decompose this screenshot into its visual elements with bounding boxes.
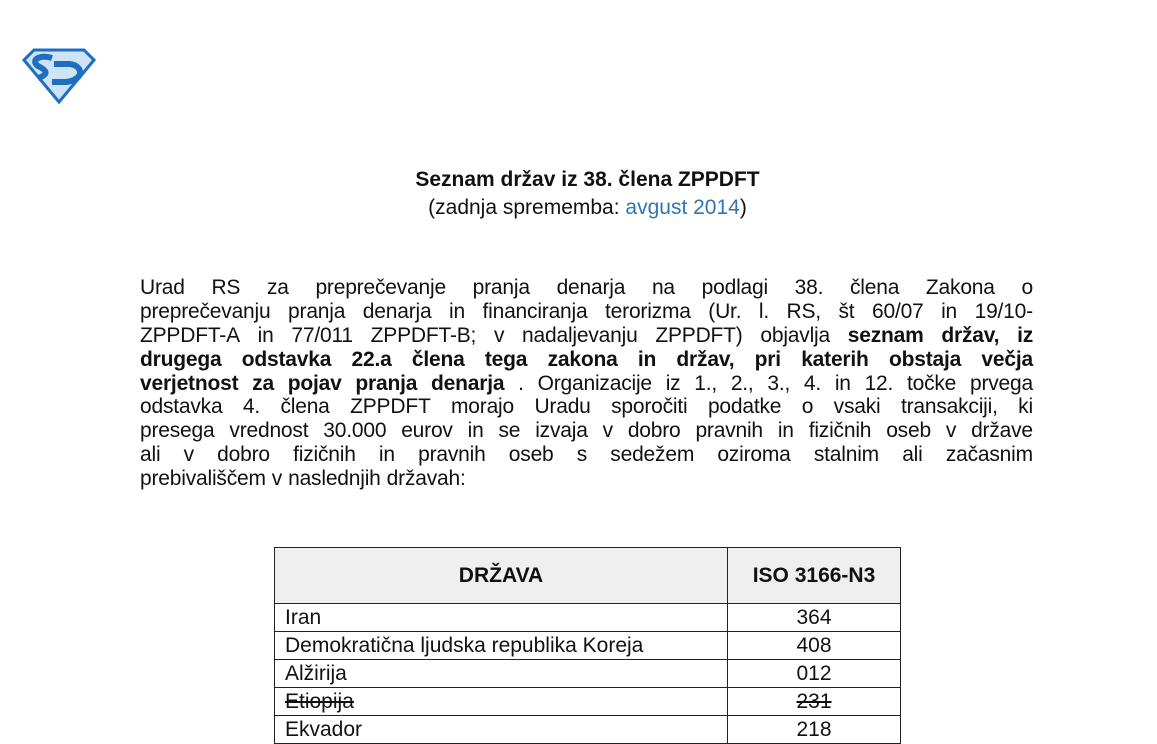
table-row bbox=[275, 688, 901, 716]
word: preprečevanje bbox=[315, 276, 446, 299]
word: člena bbox=[849, 276, 900, 299]
word: izvaja bbox=[535, 419, 588, 443]
word: za bbox=[252, 371, 274, 395]
word: in bbox=[637, 347, 657, 371]
country-cell: Demokratična ljudska republika Koreja bbox=[275, 632, 728, 660]
word: pranja bbox=[288, 299, 346, 323]
table-row bbox=[275, 660, 901, 688]
word: ali bbox=[902, 443, 923, 467]
word: v bbox=[183, 443, 194, 467]
word: oseb bbox=[508, 443, 554, 467]
word: na bbox=[651, 276, 675, 299]
word: drugega bbox=[140, 347, 222, 371]
word: 4. bbox=[242, 395, 261, 419]
word: se bbox=[498, 419, 521, 443]
table-row bbox=[275, 632, 901, 660]
word: in bbox=[448, 299, 465, 323]
word: verjetnost bbox=[140, 371, 239, 395]
iso-code-cell: 364 bbox=[728, 604, 901, 632]
word: v bbox=[271, 467, 283, 491]
word: v bbox=[493, 323, 505, 347]
word: ZPPDFT-B; bbox=[370, 323, 477, 347]
word: pojav bbox=[287, 371, 342, 395]
word: točke bbox=[906, 371, 957, 395]
word: za bbox=[266, 276, 289, 299]
word: 19/10- bbox=[974, 299, 1033, 323]
word: nadaljevanju bbox=[522, 323, 638, 347]
word: (Ur. bbox=[708, 299, 742, 323]
word: 30.000 bbox=[323, 419, 387, 443]
word: 4. bbox=[803, 371, 822, 395]
word: RS, bbox=[786, 299, 821, 323]
word: 1., bbox=[694, 371, 718, 395]
word: odstavka bbox=[241, 347, 332, 371]
country-cell: Iran bbox=[275, 604, 728, 632]
word: ki bbox=[1018, 395, 1033, 419]
word: v bbox=[945, 419, 957, 443]
table-header-row bbox=[275, 548, 901, 604]
word: 2., bbox=[730, 371, 754, 395]
word: denarja bbox=[362, 299, 432, 323]
paragraph-line bbox=[140, 300, 1033, 324]
table-row bbox=[275, 604, 901, 632]
word: terorizma bbox=[605, 299, 691, 323]
sd-logo bbox=[22, 48, 96, 104]
word: pri bbox=[754, 347, 781, 371]
word: denarja bbox=[556, 276, 626, 299]
word: seznam bbox=[847, 323, 924, 347]
iso-code-cell: 012 bbox=[728, 660, 901, 688]
word: Uradu bbox=[534, 395, 591, 419]
country-table bbox=[274, 547, 901, 744]
word: člena bbox=[411, 347, 465, 371]
word: financiranja bbox=[482, 299, 588, 323]
paragraph-line bbox=[140, 276, 1033, 300]
word: sedežem bbox=[610, 443, 695, 467]
word: dobro bbox=[217, 443, 270, 467]
word: 12. bbox=[864, 371, 894, 395]
word: ZPPDFT bbox=[350, 395, 431, 419]
word: prvega bbox=[969, 371, 1033, 395]
word: in bbox=[378, 443, 395, 467]
iso-code-cell: 218 bbox=[728, 716, 901, 744]
iso-code-cell: 408 bbox=[728, 632, 901, 660]
word: objavlja bbox=[760, 323, 830, 347]
header-country: DRŽAVA bbox=[275, 548, 728, 604]
word: obstaja bbox=[888, 347, 962, 371]
word: 60/07 bbox=[871, 299, 924, 323]
paragraph-line bbox=[140, 348, 1033, 372]
word: in bbox=[467, 419, 484, 443]
word: ZPPDFT) bbox=[655, 323, 743, 347]
paragraph-line bbox=[140, 419, 1033, 443]
word: v bbox=[602, 419, 613, 443]
intro-paragraph bbox=[140, 276, 1033, 491]
word: dobro bbox=[627, 419, 681, 443]
word: in bbox=[257, 323, 274, 347]
table-row bbox=[275, 716, 901, 744]
word: Zakona bbox=[925, 276, 995, 299]
subtitle-prefix: (zadnja sprememba: bbox=[428, 196, 626, 219]
word: o bbox=[1021, 276, 1033, 299]
country-cell: Ekvador bbox=[275, 716, 728, 744]
word: 22.a bbox=[351, 347, 392, 371]
word: . bbox=[518, 371, 524, 395]
word: o bbox=[801, 395, 814, 419]
word: fizičnih bbox=[808, 419, 872, 443]
word: oziroma bbox=[717, 443, 791, 467]
word: Organizacije bbox=[537, 371, 652, 395]
word: pranja bbox=[472, 276, 530, 299]
word: tega bbox=[484, 347, 528, 371]
word: pranja bbox=[355, 371, 418, 395]
word: presega bbox=[140, 419, 215, 443]
paragraph-line bbox=[140, 324, 1033, 348]
header-iso-code: ISO 3166-N3 bbox=[728, 548, 901, 604]
word: vrednost bbox=[229, 419, 309, 443]
word: vsaki bbox=[833, 395, 881, 419]
paragraph-line bbox=[140, 443, 1033, 467]
paragraph-line bbox=[140, 395, 1033, 419]
word: naslednjih bbox=[288, 467, 381, 491]
word: 77/011 bbox=[291, 323, 353, 347]
word: katerih bbox=[801, 347, 869, 371]
word: zakona bbox=[547, 347, 618, 371]
word: iz bbox=[1017, 323, 1033, 347]
word: l. bbox=[758, 299, 769, 323]
word: fizičnih bbox=[293, 443, 356, 467]
word: morajo bbox=[451, 395, 515, 419]
document-title: Seznam držav iz 38. člena ZPPDFT bbox=[415, 168, 760, 191]
word: stalnim bbox=[813, 443, 879, 467]
word: pravnih bbox=[418, 443, 486, 467]
word: Urad bbox=[140, 276, 185, 299]
word: eurov bbox=[401, 419, 453, 443]
iso-code-cell: 231 bbox=[728, 688, 901, 716]
word: države bbox=[971, 419, 1033, 443]
country-cell: Alžirija bbox=[275, 660, 728, 688]
last-change-date: avgust 2014 bbox=[625, 196, 740, 219]
word: podatke bbox=[707, 395, 782, 419]
word: odstavka bbox=[140, 395, 223, 419]
word: pravnih bbox=[695, 419, 763, 443]
word: držav, bbox=[676, 347, 735, 371]
word: in bbox=[941, 299, 958, 323]
word: in bbox=[777, 419, 794, 443]
word: s bbox=[576, 443, 588, 467]
paragraph-line bbox=[140, 467, 1033, 491]
word: držav, bbox=[941, 323, 1000, 347]
word: začasnim bbox=[945, 443, 1033, 467]
word: člena bbox=[280, 395, 330, 419]
word: preprečevanju bbox=[140, 299, 271, 323]
word: podlagi bbox=[701, 276, 768, 299]
subtitle-suffix: ) bbox=[739, 196, 747, 219]
word: in bbox=[834, 371, 851, 395]
word: večja bbox=[981, 347, 1033, 371]
word: iz bbox=[665, 371, 681, 395]
word: 3., bbox=[767, 371, 791, 395]
country-cell: Etiopija bbox=[275, 688, 728, 716]
word: ZPPDFT-A bbox=[140, 323, 240, 347]
word: oseb bbox=[886, 419, 931, 443]
paragraph-line bbox=[140, 372, 1033, 396]
word: RS bbox=[211, 276, 241, 299]
word: ali bbox=[140, 443, 161, 467]
document-subtitle bbox=[0, 196, 1157, 220]
word: sporočiti bbox=[611, 395, 688, 419]
word: prebivališčem bbox=[140, 467, 266, 491]
word: državah: bbox=[386, 467, 466, 491]
word: denarja bbox=[431, 371, 505, 395]
word: 38. bbox=[794, 276, 824, 299]
word: transakciji, bbox=[900, 395, 998, 419]
word: št bbox=[838, 299, 855, 323]
